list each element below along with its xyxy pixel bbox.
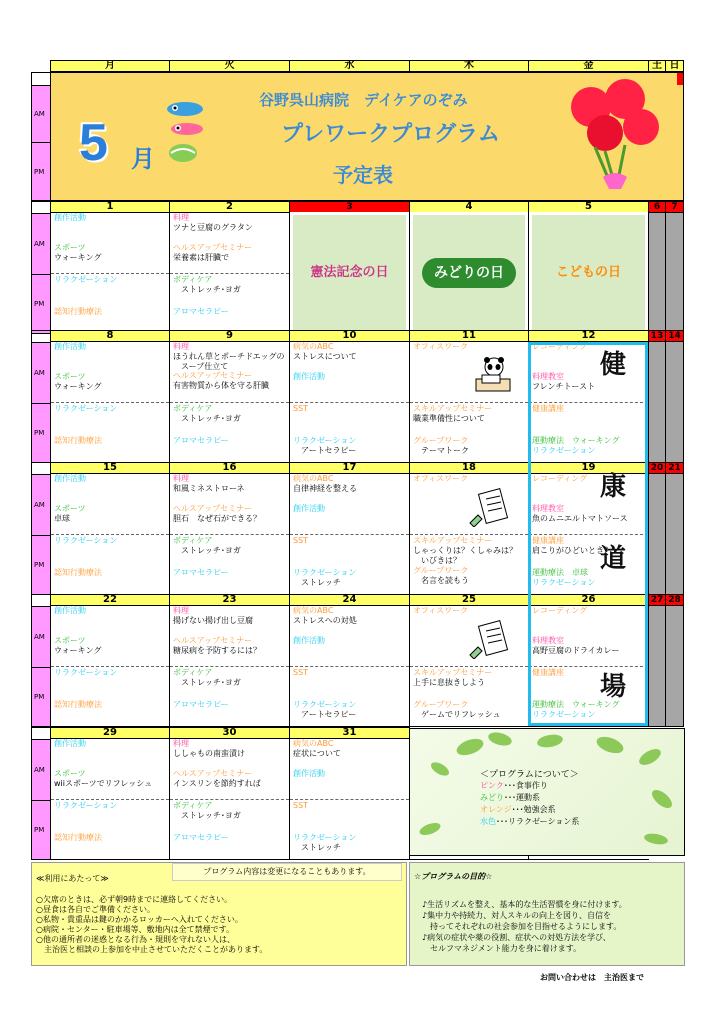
spacer-cell — [31, 594, 51, 607]
ampm-separator — [51, 273, 169, 274]
banner-am-label: AM — [31, 85, 51, 143]
day-cell — [289, 341, 410, 463]
program-text: アートセラピー — [301, 446, 357, 455]
program-text: 認知行動療法 — [54, 436, 102, 445]
program-text: 認知行動療法 — [54, 700, 102, 709]
legend-orange — [480, 804, 556, 815]
program-text: スープ仕立て — [181, 362, 229, 371]
program-text: 料理教室 — [532, 372, 564, 381]
date-cell: 27 — [648, 594, 666, 606]
program-text: 上手に息抜きしよう — [413, 678, 485, 687]
program-text: 料理教室 — [532, 636, 564, 645]
program-text: 卓球 — [54, 514, 70, 523]
spacer-cell — [31, 462, 51, 475]
program-text: 認知行動療法 — [54, 568, 102, 577]
pm-label: PM — [31, 667, 51, 727]
program-text: 料理 — [173, 739, 189, 748]
clipboard-document-icon — [468, 487, 514, 527]
pm-label: PM — [31, 403, 51, 463]
pm-label: PM — [31, 274, 51, 334]
program-text: ストレスへの対処 — [293, 616, 357, 625]
program-text: ヘルスアップセミナー — [173, 243, 253, 252]
weekday-sat: 土 — [648, 60, 666, 72]
day-cell — [409, 341, 529, 463]
date-cell: 3 — [289, 201, 410, 213]
holiday-label: みどりの日 — [422, 258, 516, 288]
program-text: ヘルスアップセミナー — [173, 636, 253, 645]
date-cell: 19 — [528, 462, 649, 474]
schedule-title: 予定表 — [333, 163, 393, 187]
am-label: AM — [31, 739, 51, 801]
program-text: 料理 — [173, 606, 189, 615]
day-cell — [409, 473, 529, 595]
ampm-separator — [51, 666, 169, 667]
legend-orange-text: ･･･勉強会系 — [511, 805, 556, 814]
program-text: ヘルスアップセミナー — [173, 504, 253, 513]
program-text: 和風ミネストローネ — [173, 484, 245, 493]
date-cell: 17 — [289, 462, 410, 474]
program-text: リラクゼーション — [532, 446, 596, 455]
date-cell: 14 — [665, 330, 684, 342]
date-cell: 24 — [289, 594, 410, 606]
purpose-line: ♪病気の症状や薬の役割、症状への対処方法を学び、 — [422, 933, 611, 942]
purpose-line: ♪生活リズムを整え、基本的な生活習慣を身に付けます。 — [422, 900, 627, 909]
program-text: ツナと豆腐のグラタン — [173, 223, 253, 232]
ampm-separator — [290, 666, 409, 667]
program-text: 高野豆腐のドライカレー — [532, 646, 620, 655]
ampm-separator — [51, 402, 169, 403]
program-text: スキルアップセミナー — [413, 536, 493, 545]
program-text: アートセラピー — [301, 710, 357, 719]
program-text: 糖尿病を予防するには？ — [173, 646, 261, 655]
day-cell — [409, 605, 529, 727]
ampm-separator — [290, 799, 409, 800]
program-text: アロマセラピー — [173, 436, 229, 445]
kanji-char: 道 — [600, 544, 627, 574]
program-text: 創作活動 — [293, 769, 325, 778]
date-cell: 29 — [50, 727, 170, 739]
ampm-separator — [170, 534, 289, 535]
friday-highlight-frame — [528, 342, 648, 726]
program-text: 料理 — [173, 213, 189, 222]
ampm-separator — [170, 273, 289, 274]
ampm-separator — [410, 534, 528, 535]
weekday-tue: 火 — [169, 60, 290, 72]
program-text: レコーディング — [532, 606, 588, 615]
ampm-separator — [410, 666, 528, 667]
program-text: SST — [293, 668, 309, 677]
legend-green-text: ･･･運動系 — [504, 793, 540, 802]
clipboard-document-icon — [468, 619, 514, 659]
program-text: リラクゼーション — [54, 668, 118, 677]
program-text: 肩こりがひどいとき？ — [532, 546, 612, 555]
day-cell — [169, 738, 290, 860]
day-cell — [528, 212, 649, 334]
pm-label: PM — [31, 800, 51, 860]
program-text: ウォーキング — [54, 253, 102, 262]
program-text: ボディケア — [173, 275, 213, 284]
program-text: ボディケア — [173, 801, 213, 810]
spacer-cell — [31, 330, 51, 343]
day-cell — [289, 473, 410, 595]
program-text: スポーツ — [54, 372, 86, 381]
ampm-separator — [170, 666, 289, 667]
program-text: スポーツ — [54, 243, 86, 252]
legend-green-label: みどり — [480, 793, 504, 802]
am-label: AM — [31, 606, 51, 668]
program-text: フレンチトースト — [532, 382, 596, 391]
program-text: リラクゼーション — [532, 578, 596, 587]
program-text: SST — [293, 801, 309, 810]
notes-lines — [36, 895, 267, 955]
date-cell: 9 — [169, 330, 290, 342]
program-text: 認知行動療法 — [54, 307, 102, 316]
program-text: 運動療法 ウォーキング — [532, 436, 620, 445]
date-cell: 26 — [528, 594, 649, 606]
ampm-separator — [290, 402, 409, 403]
weekday-wed: 水 — [289, 60, 410, 72]
program-text: ストレッチ — [301, 578, 341, 587]
program-text: テーマトーク — [421, 446, 469, 455]
date-cell: 6 — [648, 201, 666, 213]
month-number: 5 — [79, 114, 108, 172]
purpose-line: 持ってそれぞれの社会参加を目指せるようにします。 — [422, 922, 622, 931]
date-cell: 30 — [169, 727, 290, 739]
am-label: AM — [31, 342, 51, 404]
weekend-cell — [648, 473, 666, 595]
program-text: 栄養素は肝臓で — [173, 253, 229, 262]
program-text: 創作活動 — [54, 606, 86, 615]
day-cell — [289, 738, 410, 860]
program-text: ストレッチ — [301, 843, 341, 852]
weekend-cell — [648, 212, 666, 334]
program-text: スポーツ — [54, 636, 86, 645]
program-text: 魚のムニエルトマトソース — [532, 514, 628, 523]
weekend-cell — [665, 605, 684, 727]
note-line: ○昼食は各自でご準備ください。 — [36, 905, 155, 914]
date-cell: 25 — [409, 594, 529, 606]
kanji-char: 康 — [600, 472, 627, 502]
ampm-separator — [410, 402, 528, 403]
program-text: 運動療法 卓球 — [532, 568, 588, 577]
program-text: 創作活動 — [54, 213, 86, 222]
program-text: ヘルスアップセミナー — [173, 371, 253, 380]
program-text: 健康講座 — [532, 668, 564, 677]
hospital-name: 谷野呉山病院 デイケアのぞみ — [259, 91, 468, 109]
program-text: アロマセラピー — [173, 700, 229, 709]
program-text: 創作活動 — [54, 739, 86, 748]
am-label: AM — [31, 213, 51, 275]
am-label: AM — [31, 474, 51, 536]
program-text: レコーディング — [532, 474, 588, 483]
day-cell — [289, 212, 410, 334]
note-line: ○欠席のときは、必ず朝9時までに連絡してください。 — [36, 895, 233, 904]
ampm-separator — [170, 799, 289, 800]
spacer-cell — [31, 72, 51, 86]
program-text: 職業準備性について — [413, 414, 485, 423]
program-text: リラクゼーション — [54, 275, 118, 284]
note-line: ○病院・センター・駐車場等、敷地内は全て禁煙です。 — [36, 925, 235, 934]
legend-pink — [480, 780, 548, 791]
weekday-fri: 金 — [528, 60, 649, 72]
legend-green — [480, 792, 540, 803]
purpose-line: セルフマネジメント能力を身に着けます。 — [422, 944, 582, 953]
pm-label: PM — [31, 535, 51, 595]
date-cell: 23 — [169, 594, 290, 606]
day-cell — [169, 341, 290, 463]
carnation-icon — [555, 77, 665, 197]
legend-cyan — [480, 816, 579, 827]
contact-note: お問い合わせは 主治医まで — [540, 973, 644, 982]
program-text: リラクゼーション — [293, 700, 357, 709]
day-cell — [50, 212, 170, 334]
program-text: wiiスポーツでリフレッシュ — [54, 779, 153, 788]
carp-streamer-icon — [163, 95, 211, 165]
program-text: 創作活動 — [54, 342, 86, 351]
program-text: スポーツ — [54, 769, 86, 778]
program-text: ウォーキング — [54, 382, 102, 391]
program-text: オフィスワーク — [413, 342, 469, 351]
program-text: 健康講座 — [532, 404, 564, 413]
program-text: アロマセラピー — [173, 307, 229, 316]
note-line: ○私物・貴重品は鍵のかかるロッカーへ入れてください。 — [36, 915, 243, 924]
date-cell: 15 — [50, 462, 170, 474]
program-text: SST — [293, 404, 309, 413]
program-text: アロマセラピー — [173, 833, 229, 842]
date-cell: 13 — [648, 330, 666, 342]
program-text: リラクゼーション — [54, 801, 118, 810]
kanji-char: 健 — [600, 350, 627, 380]
date-cell: 11 — [409, 330, 529, 342]
date-cell: 1 — [50, 201, 170, 213]
holiday-label: 憲法記念の日 — [310, 264, 389, 280]
date-cell: 28 — [665, 594, 684, 606]
program-text: ししゃもの南蛮漬け — [173, 749, 245, 758]
program-text: 病気のABC — [293, 606, 334, 615]
date-cell: 8 — [50, 330, 170, 342]
program-text: 有害物質から体を守る肝臓 — [173, 381, 269, 390]
date-cell: 4 — [409, 201, 529, 213]
program-text: グループワーク — [413, 436, 469, 445]
banner-pm-label: PM — [31, 142, 51, 201]
program-text: リラクゼーション — [54, 404, 118, 413]
program-text: 料理 — [173, 342, 189, 351]
program-text: 揚げない揚げ出し豆腐 — [173, 616, 253, 625]
holiday-art — [413, 215, 525, 330]
holiday-art — [532, 215, 645, 330]
ampm-separator — [290, 534, 409, 535]
legend-cyan-text: ･･･リラクゼーション系 — [496, 817, 580, 826]
program-text: アロマセラピー — [173, 568, 229, 577]
program-text: しゃっくりは？くしゃみは？ — [413, 546, 517, 555]
day-cell — [289, 605, 410, 727]
date-cell: 5 — [528, 201, 649, 213]
purpose-line: ♪集中力や持続力、対人スキルの向上を図り、自信を — [422, 911, 612, 920]
date-cell: 18 — [409, 462, 529, 474]
program-text: 病気のABC — [293, 342, 334, 351]
program-text: 健康講座 — [532, 536, 564, 545]
day-cell — [409, 212, 529, 334]
weekend-cell — [648, 605, 666, 727]
legend-orange-label: オレンジ — [480, 805, 512, 814]
date-cell: 12 — [528, 330, 649, 342]
notes-box — [31, 862, 407, 966]
program-text: 名言を読もう — [421, 576, 469, 585]
title-banner — [50, 72, 684, 201]
legend-box — [409, 728, 685, 856]
banner-red-corner — [677, 73, 683, 85]
program-text: 自律神経を整える — [293, 484, 357, 493]
spacer-cell — [31, 727, 51, 740]
ampm-separator — [170, 402, 289, 403]
program-text: リラクゼーション — [532, 710, 596, 719]
program-text: レコーディング — [532, 342, 588, 351]
ampm-separator — [51, 534, 169, 535]
program-text: 創作活動 — [293, 636, 325, 645]
day-cell — [169, 212, 290, 334]
holiday-label: こどもの日 — [555, 264, 621, 280]
program-text: ストレッチ･ヨガ — [181, 811, 241, 820]
leaves-decoration-icon — [410, 729, 685, 856]
program-text: ゲームでリフレッシュ — [421, 710, 501, 719]
legend-pink-label: ピンク — [480, 781, 504, 790]
program-text: 胆石 なぜ石ができる？ — [173, 514, 261, 523]
program-text: ボディケア — [173, 668, 213, 677]
day-cell — [50, 473, 170, 595]
notes-title: ≪利用にあたって≫ — [36, 874, 109, 883]
program-text: ウォーキング — [54, 646, 102, 655]
program-text: グループワーク — [413, 566, 469, 575]
program-text: 認知行動療法 — [54, 833, 102, 842]
program-text: ストレッチ･ヨガ — [181, 678, 241, 687]
holiday-art — [293, 215, 406, 330]
program-text: スキルアップセミナー — [413, 404, 493, 413]
weekday-thu: 木 — [409, 60, 529, 72]
program-text: ストレッチ･ヨガ — [181, 285, 241, 294]
ampm-separator — [51, 799, 169, 800]
program-text: ヘルスアップセミナー — [173, 769, 253, 778]
date-cell: 2 — [169, 201, 290, 213]
program-text: 病気のABC — [293, 474, 334, 483]
program-text: スキルアップセミナー — [413, 668, 493, 677]
program-text: スポーツ — [54, 504, 86, 513]
program-text: 料理 — [173, 474, 189, 483]
date-cell: 22 — [50, 594, 170, 606]
spacer-cell — [31, 201, 51, 214]
day-cell — [50, 738, 170, 860]
date-cell: 7 — [665, 201, 684, 213]
program-text: 病気のABC — [293, 739, 334, 748]
month-kanji: 月 — [131, 145, 155, 173]
weekend-cell — [665, 212, 684, 334]
program-text: オフィスワーク — [413, 606, 469, 615]
program-title: プレワークプログラム — [281, 122, 500, 147]
day-cell — [50, 341, 170, 463]
purpose-lines — [422, 899, 627, 954]
program-text: いびきは？ — [421, 556, 461, 565]
program-text: ストレッチ･ヨガ — [181, 546, 241, 555]
note-line: 主治医と相談の上参加を中止させていただくことがあります。 — [36, 945, 268, 954]
program-text: 創作活動 — [293, 504, 325, 513]
legend-title: ＜プログラムについて＞ — [480, 770, 579, 780]
purpose-box — [409, 862, 685, 966]
weekday-sun: 日 — [665, 60, 684, 72]
program-text: リラクゼーション — [54, 536, 118, 545]
program-text: リラクゼーション — [293, 833, 357, 842]
date-cell: 10 — [289, 330, 410, 342]
date-cell: 21 — [665, 462, 684, 474]
legend-cyan-label: 水色 — [480, 817, 496, 826]
program-text: オフィスワーク — [413, 474, 469, 483]
weekend-cell — [648, 341, 666, 463]
purpose-title: ☆プログラムの目的☆ — [414, 872, 493, 881]
kanji-char: 場 — [600, 672, 627, 702]
program-text: ボディケア — [173, 536, 213, 545]
day-cell — [169, 605, 290, 727]
program-text: 症状について — [293, 749, 341, 758]
program-text: グループワーク — [413, 700, 469, 709]
program-text: 創作活動 — [54, 474, 86, 483]
program-text: インスリンを節約すれば — [173, 779, 261, 788]
program-text: ストレッチ･ヨガ — [181, 414, 241, 423]
panda-desk-icon — [468, 355, 514, 395]
weekday-mon: 月 — [50, 60, 170, 72]
day-cell — [50, 605, 170, 727]
program-text: SST — [293, 536, 309, 545]
program-text: ほうれん草とポーチドエッグの — [173, 352, 285, 361]
notes-change-banner: プログラム内容は変更になることもあります。 — [172, 863, 402, 881]
program-text: リラクゼーション — [293, 436, 357, 445]
program-text: ストレスについて — [293, 352, 357, 361]
legend-pink-text: ･･･食事作り — [503, 781, 548, 790]
weekend-cell — [665, 341, 684, 463]
date-cell: 16 — [169, 462, 290, 474]
note-line: ○他の通所者の迷惑となる行為・規則を守れない人は、 — [36, 935, 235, 944]
date-cell: 31 — [289, 727, 410, 739]
weekend-cell — [665, 473, 684, 595]
program-text: 創作活動 — [293, 372, 325, 381]
program-text: ボディケア — [173, 404, 213, 413]
day-cell — [169, 473, 290, 595]
program-text: リラクゼーション — [293, 568, 357, 577]
date-cell: 20 — [648, 462, 666, 474]
program-text: 料理教室 — [532, 504, 564, 513]
program-text: 運動療法 ウォーキング — [532, 700, 620, 709]
